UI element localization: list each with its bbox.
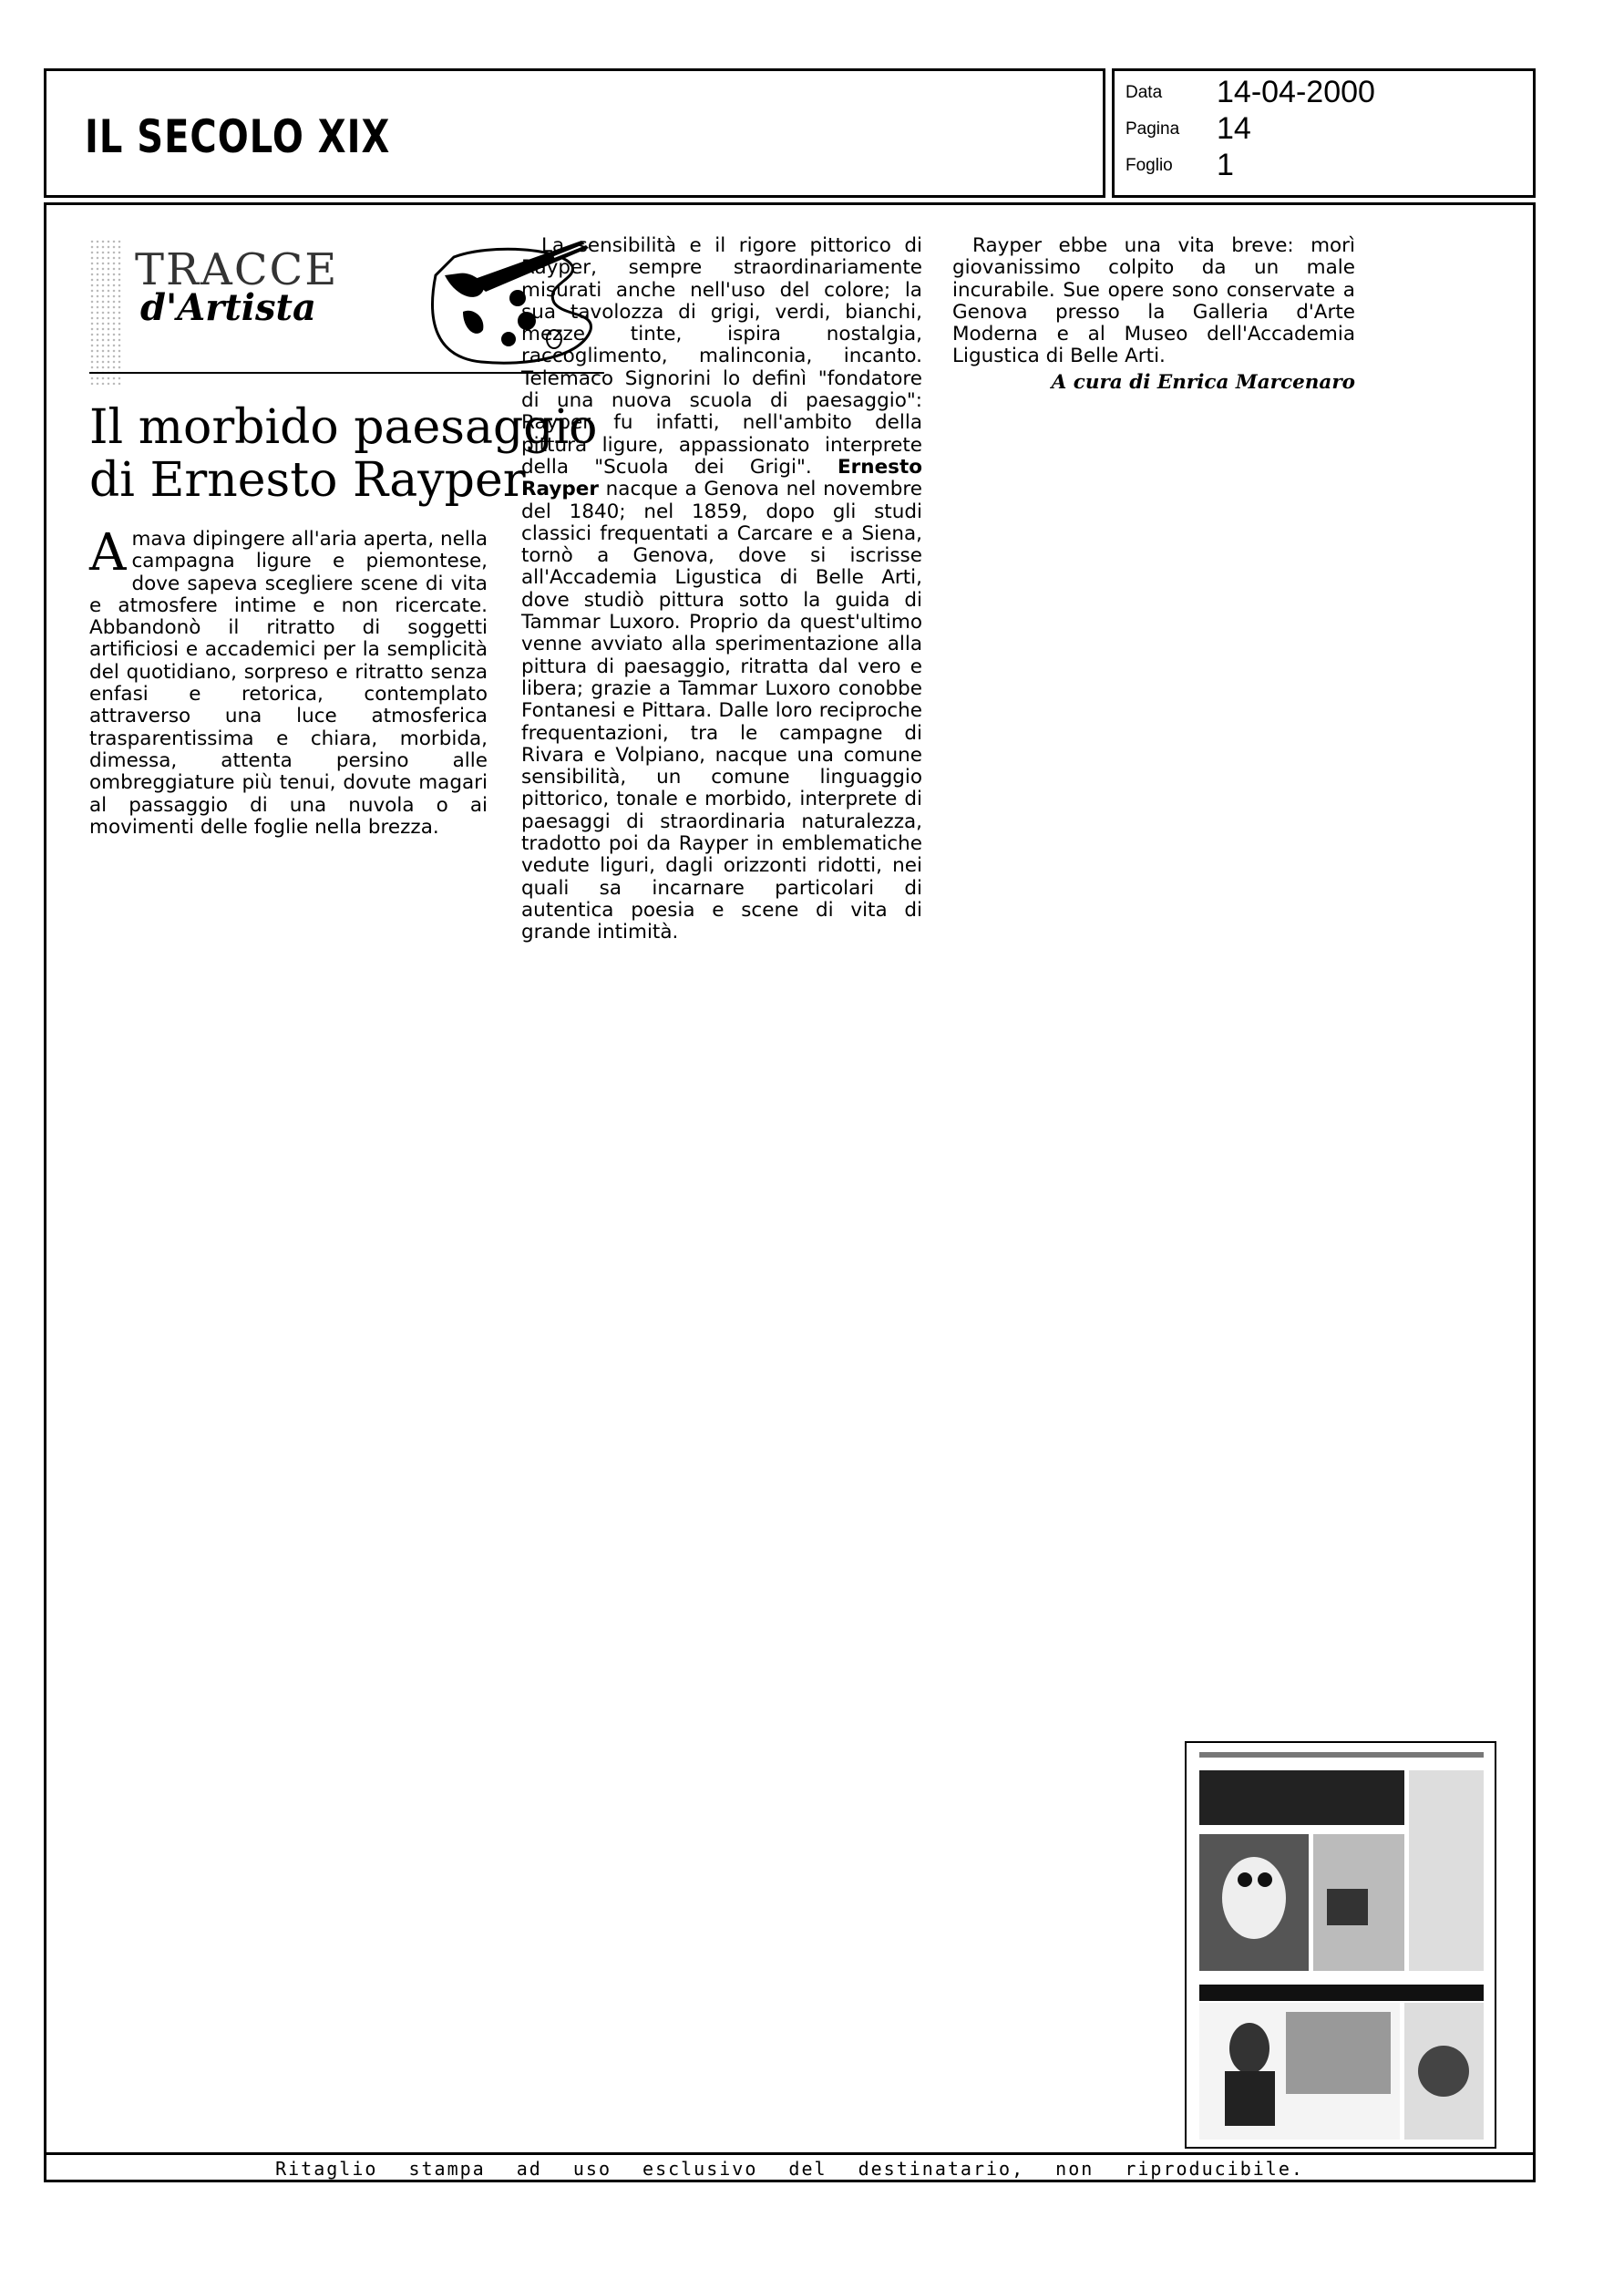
thumbnail-ad-image xyxy=(1199,1985,1484,2140)
headline-line-2: di Ernesto Rayper xyxy=(89,453,526,508)
byline: A cura di Enrica Marcenaro xyxy=(1051,370,1355,394)
meta-row-foglio xyxy=(1125,148,1234,183)
article-paragraph-2 xyxy=(521,235,922,944)
article-paragraph-3: Rayper ebbe una vita breve: morì giovanissimo colpito da un male incurabile. Sue opere sono conservate a Genova presso la Galleria d'Arte Moderna e al Museo dell'Accademia Ligustica di Belle Arti. xyxy=(952,234,1355,368)
meta-label: Foglio xyxy=(1125,155,1173,175)
article-column-3 xyxy=(952,235,1355,394)
masthead: IL SECOLO XIX xyxy=(85,111,391,164)
footer xyxy=(44,2152,1536,2182)
meta-row-pagina xyxy=(1125,111,1251,147)
rubric-subtitle: d'Artista xyxy=(140,286,316,329)
headline-line-1: Il morbido paesaggio xyxy=(89,400,598,455)
meta-label: Pagina xyxy=(1125,119,1180,139)
meta-row-data xyxy=(1125,75,1375,110)
footer-notice: Ritaglio stampa ad uso esclusivo del destinatario, non riproducibile. xyxy=(275,2158,1304,2180)
page-thumbnail xyxy=(1185,1741,1496,2149)
article-paragraph-1 xyxy=(89,523,488,839)
meta-value-page: 14 xyxy=(1217,111,1251,146)
paragraph-2-text-a: La sensibilità e il rigore pittorico di Rayper, sempre straordinariamente misurati anche nell'uso del colore; la sua tavolozza di grigi, verdi, bianchi, mezze tinte, ispira nostalgia, raccoglimento, malinconia, incanto. Telemaco Signorini lo definì "fondatore di una nuova scuola di paesaggio": Rayper fu infatti, nell'ambito della pittura ligure, appassionato interprete della "Scuola dei Grigi". xyxy=(521,234,922,479)
article-column-1 xyxy=(89,523,488,839)
meta-label: Data xyxy=(1125,82,1163,102)
article-column-2 xyxy=(521,235,922,944)
rubric-texture xyxy=(89,239,122,385)
header-meta-box xyxy=(1112,68,1536,198)
header-masthead-box xyxy=(44,68,1105,198)
meta-value-sheet: 1 xyxy=(1217,148,1234,182)
artist-name-bold: Ernesto Rayper xyxy=(521,455,922,501)
dropcap: A xyxy=(89,523,127,583)
thumbnail-page-image xyxy=(1199,1752,1484,1980)
paragraph-2-text-b: nacque a Genova nel novembre del 1840; nel 1859, dopo gli studi classici frequentati a Carcare e a Siena, tornò a Genova, dove si iscrisse all'Accademia Ligustica di Belle Arti, dove studiò pittura sotto la guida di Tammar Luxoro. Proprio da quest'ultimo venne avviato alla sperimentazione alla pittura di paesaggio, ritratta dal vero e libera; grazie a Tammar Luxoro conobbe Fontanesi e Pittara. Dalle loro reciproche frequentazioni, tra le campagne di Rivara e Volpiano, nacque una comune sensibilità, un comune linguaggio pittorico, tonale e morbido, interprete di paesaggi di straordinaria naturalezza, tradotto poi da Rayper in emblematiche vedute liguri, dagli orizzonti ridotti, nei quali sa incarnare particolari di autentica poesia e scene di vita di grande intimità. xyxy=(521,478,922,944)
meta-value-date: 14-04-2000 xyxy=(1217,75,1375,109)
paragraph-1-text: mava dipingere all'aria aperta, nella campagna ligure e piemontese, dove sapeva scegliere scene di vita e atmosfere intime e non ricercate. Abbandonò il ritratto di soggetti artificiosi e accademici per la semplicità del quotidiano, sorpreso e ritratto senza enfasi e retorica, contemplato attraverso una luce atmosferica trasparentissima e chiara, morbida, dimessa, attenta persino alle ombreggiature più tenui, dovute magari al passaggio di una nuvola o ai movimenti delle foglie nella brezza. xyxy=(89,528,488,839)
rubric-title: TRACCE xyxy=(135,244,339,295)
